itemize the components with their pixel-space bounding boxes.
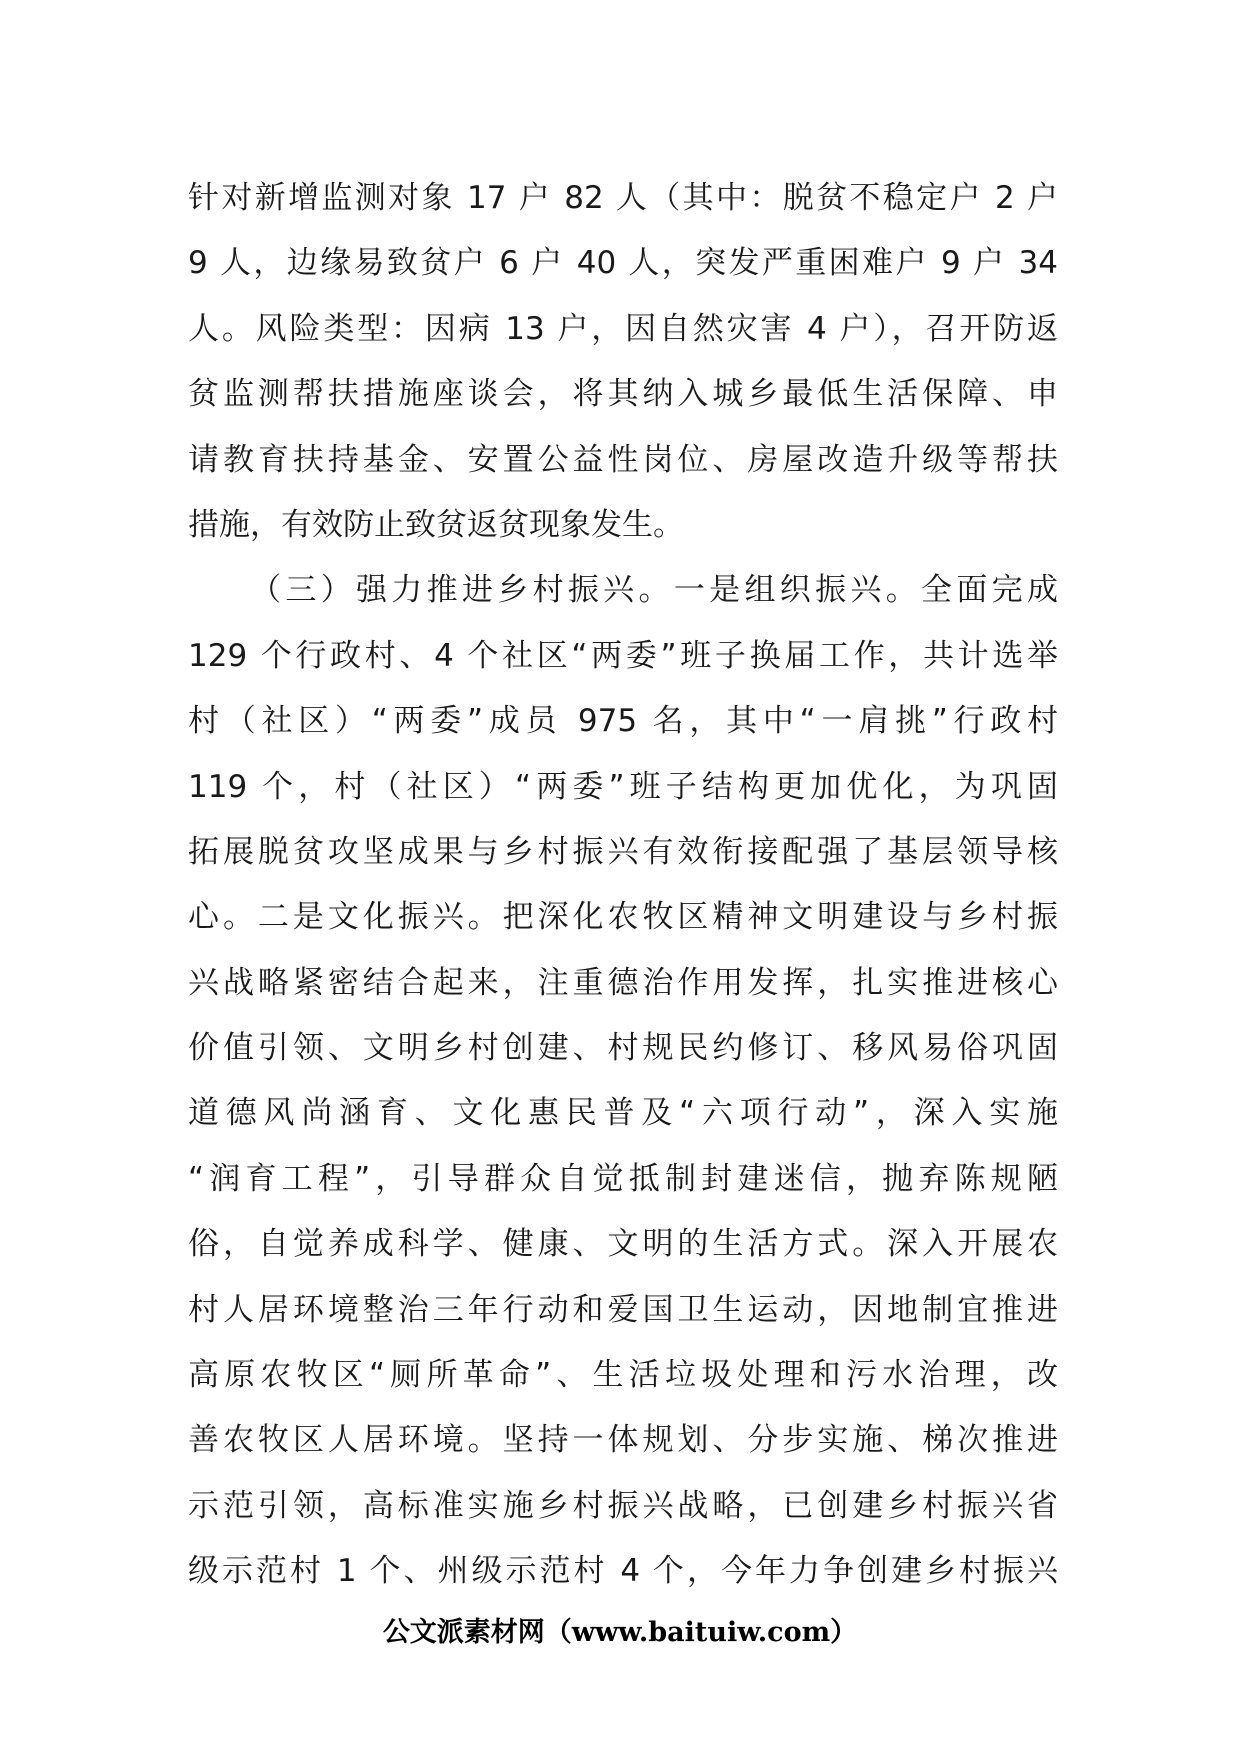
text-line: 贫监测帮扶措施座谈会，将其纳入城乡最低生活保障、申: [188, 376, 1058, 413]
text-line: 俗，自觉养成科学、健康、文明的生活方式。深入开展农: [188, 1226, 1058, 1263]
text-line: 119 个，村（社区）“两委”班子结构更加优化，为巩固: [188, 768, 1058, 805]
paragraph-1: [188, 166, 1058, 558]
text-line: “润育工程”，引导群众自觉抵制封建迷信，抛弃陈规陋: [188, 1160, 1058, 1197]
text-line: 心。二是文化振兴。把深化农牧区精神文明建设与乡村振: [188, 899, 1058, 936]
text-line: 级示范村 1 个、州级示范村 4 个，今年力争创建乡村振兴: [188, 1553, 1058, 1590]
text-line: 129 个行政村、4 个社区“两委”班子换届工作，共计选举: [188, 637, 1058, 674]
text-line: 措施，有效防止致贫返贫现象发生。: [188, 506, 684, 543]
text-line: 村人居环境整治三年行动和爱国卫生运动，因地制宜推进: [188, 1291, 1058, 1328]
text-line: 针对新增监测对象 17 户 82 人（其中：脱贫不稳定户 2 户: [188, 180, 1058, 216]
text-line: 高原农牧区“厕所革命”、生活垃圾处理和污水治理，改: [188, 1357, 1058, 1394]
text-line-heading: （三）强力推进乡村振兴。一是组织振兴。全面完成: [250, 572, 1058, 609]
footer-watermark: 公文派素材网（www.baituiw.com）: [382, 1617, 858, 1648]
text-line: 道德风尚涵育、文化惠民普及“六项行动”，深入实施: [188, 1095, 1058, 1132]
text-line: 示范引领，高标准实施乡村振兴战略，已创建乡村振兴省: [188, 1487, 1058, 1524]
text-line: 人。风险类型：因病 13 户，因自然灾害 4 户），召开防返: [188, 310, 1058, 347]
paragraph-2: [188, 558, 1058, 1604]
text-line: 村（社区）“两委”成员 975 名，其中“一肩挑”行政村: [188, 703, 1058, 740]
text-line: 拓展脱贫攻坚成果与乡村振兴有效衔接配强了基层领导核: [188, 833, 1058, 870]
text-line: 请教育扶持基金、安置公益性岗位、房屋改造升级等帮扶: [188, 441, 1058, 478]
text-line: 善农牧区人居环境。坚持一体规划、分步实施、梯次推进: [188, 1422, 1058, 1459]
text-line: 价值引领、文明乡村创建、村规民约修订、移风易俗巩固: [188, 1030, 1058, 1067]
text-line: 兴战略紧密结合起来，注重德治作用发挥，扎实推进核心: [188, 964, 1058, 1001]
document-body: [188, 166, 1058, 1605]
text-line: 9 人，边缘易致贫户 6 户 40 人，突发严重困难户 9 户 34: [188, 245, 1058, 282]
